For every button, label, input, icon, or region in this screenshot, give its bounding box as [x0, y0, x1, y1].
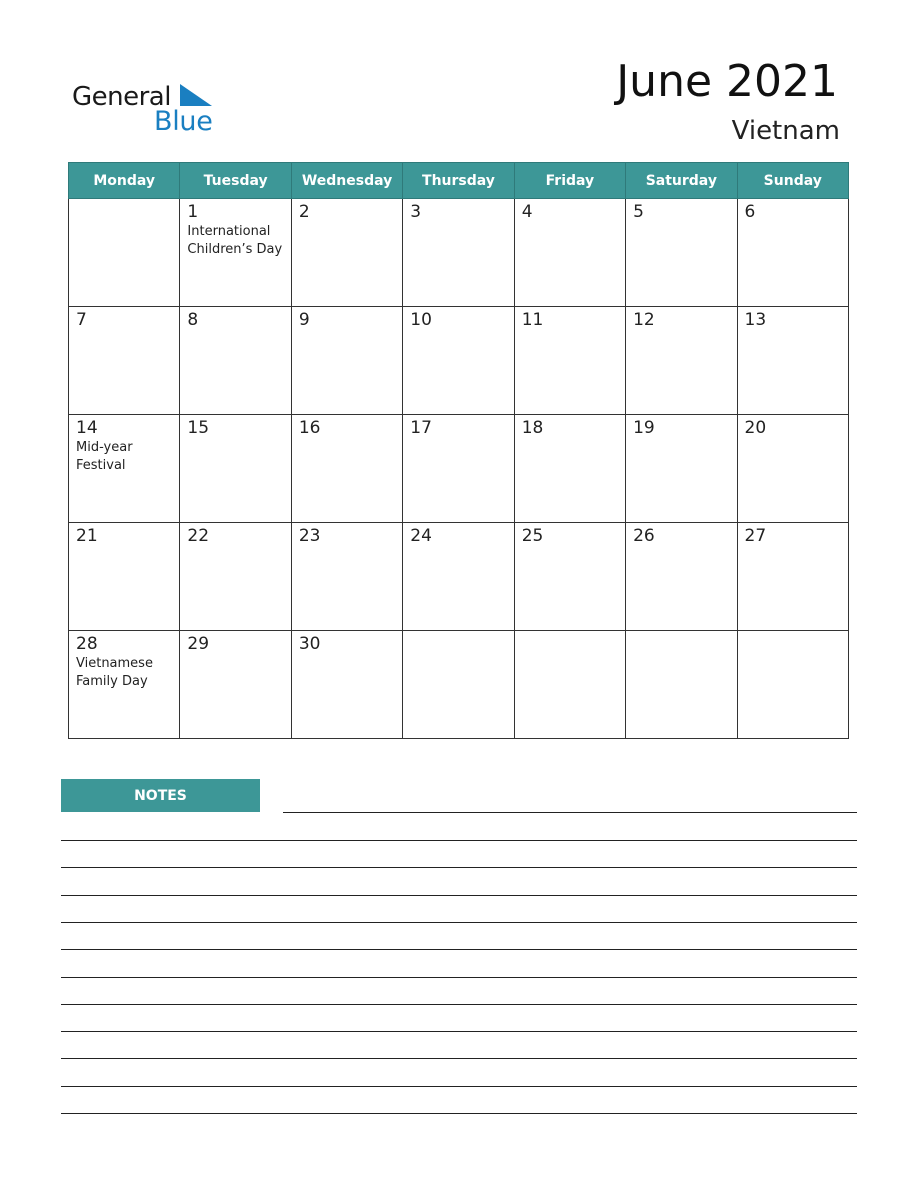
day-cell [514, 307, 625, 415]
day-number: 26 [633, 526, 655, 546]
day-cell [180, 415, 291, 523]
day-cell [514, 523, 625, 631]
logo-triangle-icon [180, 84, 212, 106]
notes-line [61, 895, 857, 896]
day-number: 22 [187, 526, 210, 546]
day-number: 9 [298, 310, 310, 330]
weekday-header: Sunday [737, 163, 848, 199]
day-cell [403, 307, 514, 415]
day-cell [626, 631, 737, 739]
day-cell [626, 415, 737, 523]
weekday-header: Thursday [403, 163, 514, 199]
day-cell [69, 523, 180, 631]
notes-line [61, 949, 857, 950]
calendar-grid [68, 162, 849, 739]
day-number: 29 [187, 634, 210, 654]
day-cell [737, 415, 848, 523]
calendar-week-row [69, 631, 849, 739]
day-number: 12 [633, 310, 655, 330]
notes-line [283, 812, 857, 813]
day-cell [737, 307, 848, 415]
day-number: 21 [76, 526, 98, 546]
calendar-week-row [69, 307, 849, 415]
day-cell [291, 199, 402, 307]
day-number: 4 [521, 202, 533, 222]
day-cell [403, 523, 514, 631]
day-number: 23 [298, 526, 321, 546]
day-cell [69, 415, 180, 523]
notes-line [61, 1086, 857, 1087]
notes-line [61, 840, 857, 841]
day-cell [69, 631, 180, 739]
weekday-header: Saturday [626, 163, 737, 199]
day-number: 11 [521, 310, 544, 330]
logo-word-blue: Blue [154, 106, 213, 137]
day-number: 17 [410, 418, 432, 438]
day-number: 3 [410, 202, 422, 222]
day-cell [180, 523, 291, 631]
day-number: 24 [410, 526, 432, 546]
day-number: 18 [521, 418, 544, 438]
day-cell [180, 199, 291, 307]
holiday-label: Vietnamese Family Day [76, 656, 153, 689]
day-cell [403, 199, 514, 307]
day-number: 13 [744, 310, 767, 330]
day-cell [291, 631, 402, 739]
day-cell [403, 415, 514, 523]
day-cell [291, 307, 402, 415]
calendar-week-row [69, 415, 849, 523]
notes-label: NOTES [61, 779, 260, 812]
notes-line [61, 977, 857, 978]
brand-logo [72, 78, 232, 138]
day-number: 7 [76, 310, 87, 330]
day-number: 14 [76, 418, 98, 438]
day-cell [180, 307, 291, 415]
day-number: 25 [521, 526, 544, 546]
holiday-label: International Children’s Day [187, 224, 283, 257]
day-cell [69, 307, 180, 415]
weekday-header: Monday [69, 163, 180, 199]
notes-line [61, 1058, 857, 1059]
day-number: 1 [187, 202, 199, 222]
month-year-title: June 2021 [616, 56, 838, 107]
day-number: 16 [298, 418, 321, 438]
holiday-label: Mid-year Festival [76, 440, 133, 473]
notes-line [61, 867, 857, 868]
weekday-header-row [69, 163, 849, 199]
weekday-header: Wednesday [291, 163, 402, 199]
notes-line [61, 922, 857, 923]
day-cell [514, 199, 625, 307]
calendar-week-row [69, 523, 849, 631]
day-number: 2 [298, 202, 310, 222]
day-cell [69, 199, 180, 307]
day-cell [291, 415, 402, 523]
calendar-week-row [69, 199, 849, 307]
day-cell [180, 631, 291, 739]
day-cell [737, 631, 848, 739]
day-cell [291, 523, 402, 631]
day-number: 20 [744, 418, 767, 438]
notes-line [61, 1004, 857, 1005]
day-number: 19 [633, 418, 655, 438]
day-number: 28 [76, 634, 98, 654]
day-cell [514, 415, 625, 523]
day-number: 15 [187, 418, 210, 438]
day-number: 8 [187, 310, 199, 330]
day-number: 5 [633, 202, 644, 222]
notes-line [61, 1113, 857, 1114]
logo-word-general: General [72, 82, 171, 112]
day-cell [514, 631, 625, 739]
day-cell [403, 631, 514, 739]
notes-line [61, 1031, 857, 1032]
day-number: 30 [298, 634, 321, 654]
day-number: 27 [744, 526, 767, 546]
day-cell [626, 199, 737, 307]
day-number: 6 [744, 202, 756, 222]
day-number: 10 [410, 310, 432, 330]
day-cell [626, 523, 737, 631]
day-cell [737, 199, 848, 307]
country-name: Vietnam [731, 116, 840, 146]
weekday-header: Friday [514, 163, 625, 199]
day-cell [737, 523, 848, 631]
day-cell [626, 307, 737, 415]
weekday-header: Tuesday [180, 163, 291, 199]
